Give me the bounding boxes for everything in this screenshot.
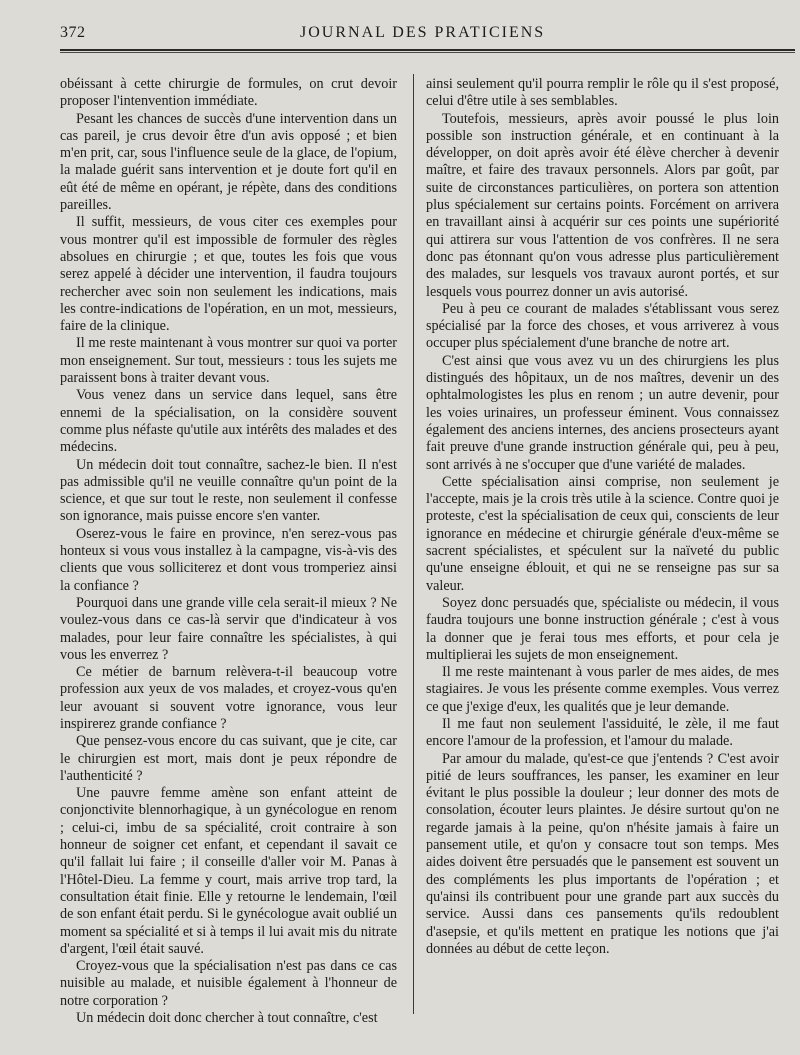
paragraph: Oserez-vous le faire en province, n'en serez-vous pas honteux si vous vous installez à la campagne, vis-à-vis des clients que vous solliciterez et dont vous tromperiez ainsi la confiance ? (60, 525, 397, 594)
paragraph: Une pauvre femme amène son enfant atteint de conjonctivite blennorhagique, à un gynécologue en renom ; celui-ci, imbu de sa spécialité, croit contraire à son honneur de soigner cet enfant, et cependant il savait ce qu'il fallait lui faire ; il conseille d'aller voir M. Panas à l'Hôtel-Dieu. La femme y court, mais arrive trop tard, la consultation était finie. Elle y retourne le lendemain, l'œil de son enfant était perdu. Si le gynécologue avait oublié un moment sa spécialité et si à temps il lui avait mis du nitrate d'argent, l'œil était sauvé. (60, 785, 397, 957)
paragraph: Pourquoi dans une grande ville cela serait-il mieux ? Ne voulez-vous dans ce cas-là servir que d'indicateur à vos malades, pour leur faire connaître les spécialistes, à qui vous les enverrez ? (60, 594, 397, 663)
paragraph: Un médecin doit donc chercher à tout connaître, c'est (76, 1010, 378, 1027)
paragraph: Un médecin doit tout connaître, sachez-le bien. Il n'est pas admissible qu'il ne veuille connaître qu'un point de la science, et que sur tout le reste, non seulement il confesse son ignorance, mais puisse encore s'en vanter. (60, 456, 397, 525)
right-column (426, 76, 779, 958)
paragraph: Croyez-vous que la spécialisation n'est pas dans ce cas nuisible au malade, et nuisible également à l'honneur de notre corporation ? (60, 958, 397, 1009)
page-number: 372 (60, 24, 86, 41)
paragraph: Peu à peu ce courant de malades s'établissant vous serez spécialisé par la force des choses, et vous arriverez à vous occuper plus spécialement d'une branche de notre art. (426, 300, 779, 352)
paragraph: Toutefois, messieurs, après avoir poussé le plus loin possible son instruction générale, et en continuant à la développer, on doit après avoir été élève chercher à devenir maître, et faire des travaux personnels. Alors par goût, par suite de circonstances particulières, on portera son attention plus spécialement sur certains points. Forcément on arrivera en travaillant ainsi à acquérir sur ces points une supériorité qui attirera sur vous l'attention de vos confrères. Il ne sera donc pas étonnant qu'on vous adresse plus particulièrement des malades, sur lesquels vos travaux auront portés, et sur lesquels vous pourrez donner un avis autorisé. (426, 110, 779, 300)
paragraph: Par amour du malade, qu'est-ce que j'entends ? C'est avoir pitié de leurs souffrances, les panser, les examiner en leur évitant le plus possible la douleur ; leur donner des mots de consolation, écouter leurs plaintes. Je désire surtout qu'on ne regarde jamais à la peine, qu'on n'hésite jamais à faire un pansement utile, et qu'on y consacre tout son temps. Mes aides doivent être persuadés que le pansement est souvent un des compléments les plus importants de l'opération ; et qu'ainsi ils contribuent pour une grande part aux succès du service. Aussi dans ces pansements qu'ils redoublent d'asepsie, et qu'ils mettent en pratique les notions que j'ai données au début de cette leçon. (426, 750, 779, 957)
paragraph: ainsi seulement qu'il pourra remplir le rôle qu il s'est proposé, celui d'être utile à ses semblables. (426, 76, 779, 110)
left-column (60, 76, 397, 1027)
paragraph: Il suffit, messieurs, de vous citer ces exemples pour vous montrer qu'il est impossible de formuler des règles absolues en chirurgie ; et que, toutes les fois que vous serez appelé à décider une intervention, il faudra toujours rechercher avec soin non seulement les indications, mais les contre-indications de l'opération, en un mot, messieurs, faire de la clinique. (60, 214, 397, 335)
paragraph: obéissant à cette chirurgie de formules, on crut devoir proposer l'intenvention immédiate. (60, 76, 397, 110)
header-rule (60, 49, 795, 51)
paragraph: Il me reste maintenant à vous parler de mes aides, de mes stagiaires. Je vous les présente comme exemples. Vous verrez ce que j'exige d'eux, les qualités que je leur demande. (426, 664, 779, 715)
paragraph: Soyez donc persuadés que, spécialiste ou médecin, il vous faudra toujours une bonne instruction générale ; c'est à vous la donner que je ferai tous mes efforts, et pour cela je multiplierai les sujets de mon enseignement. (426, 594, 779, 663)
paragraph: Pesant les chances de succès d'une intervention dans un cas pareil, je crus devoir être d'un avis opposé ; et bien m'en prit, car, sous l'influence seule de la glace, de l'opium, la malade guérit sans intervention et je doute fort qu'il en eût été de même en opérant, je répète, dans des conditions pareilles. (60, 110, 397, 214)
paragraph: Vous venez dans un service dans lequel, sans être ennemi de la spécialisation, on la considère souvent comme plus néfaste qu'utile aux intérêts des malades et des médecins. (60, 387, 397, 456)
paragraph: Il me faut non seulement l'assiduité, le zèle, il me faut encore l'amour de la profession, et l'amour du malade. (426, 715, 779, 750)
paragraph: Cette spécialisation ainsi comprise, non seulement je l'accepte, mais je la crois très utile à la science. Contre quoi je proteste, c'est la spécialisation de ceux qui, conscients de leur ignorance en médecine et chirurgie générale d'eux-même se sacrent spécialistes, et spéculent sur la naïveté du public qu'une enseigne éblouit, et qui ne se renseigne pas sur sa valeur. (426, 473, 779, 594)
page-header (60, 24, 795, 50)
paragraph: C'est ainsi que vous avez vu un des chirurgiens les plus distingués des hôpitaux, un de nos maîtres, devenir un des ophtalmologistes les plus en renom ; un autre devenir, pour les voies urinaires, un professeur éminent. Vous connaissez également des anciens internes, des anciens prosecteurs ayant fait preuve d'une grande instruction générale qui, peu à peu, sont arrivés à ne s'occuper que d'une variété de malades. (426, 352, 779, 473)
running-title: JOURNAL DES PRATICIENS (300, 24, 546, 41)
paragraph: Que pensez-vous encore du cas suivant, que je cite, car le chirurgien est mort, mais dont je peux répondre de l'authenticité ? (60, 733, 397, 784)
column-divider (413, 74, 414, 1014)
paragraph: Ce métier de barnum relèvera-t-il beaucoup votre profession aux yeux de vos malades, et croyez-vous qu'en leur avouant si souvent votre ignorance, vous leur inspirerez grande confiance ? (60, 664, 397, 732)
paragraph: Il me reste maintenant à vous montrer sur quoi va porter mon enseignement. Sur tout, messieurs : tous les sujets me paraissent bons à traiter devant vous. (60, 335, 397, 387)
header-rule-thin (60, 52, 795, 53)
